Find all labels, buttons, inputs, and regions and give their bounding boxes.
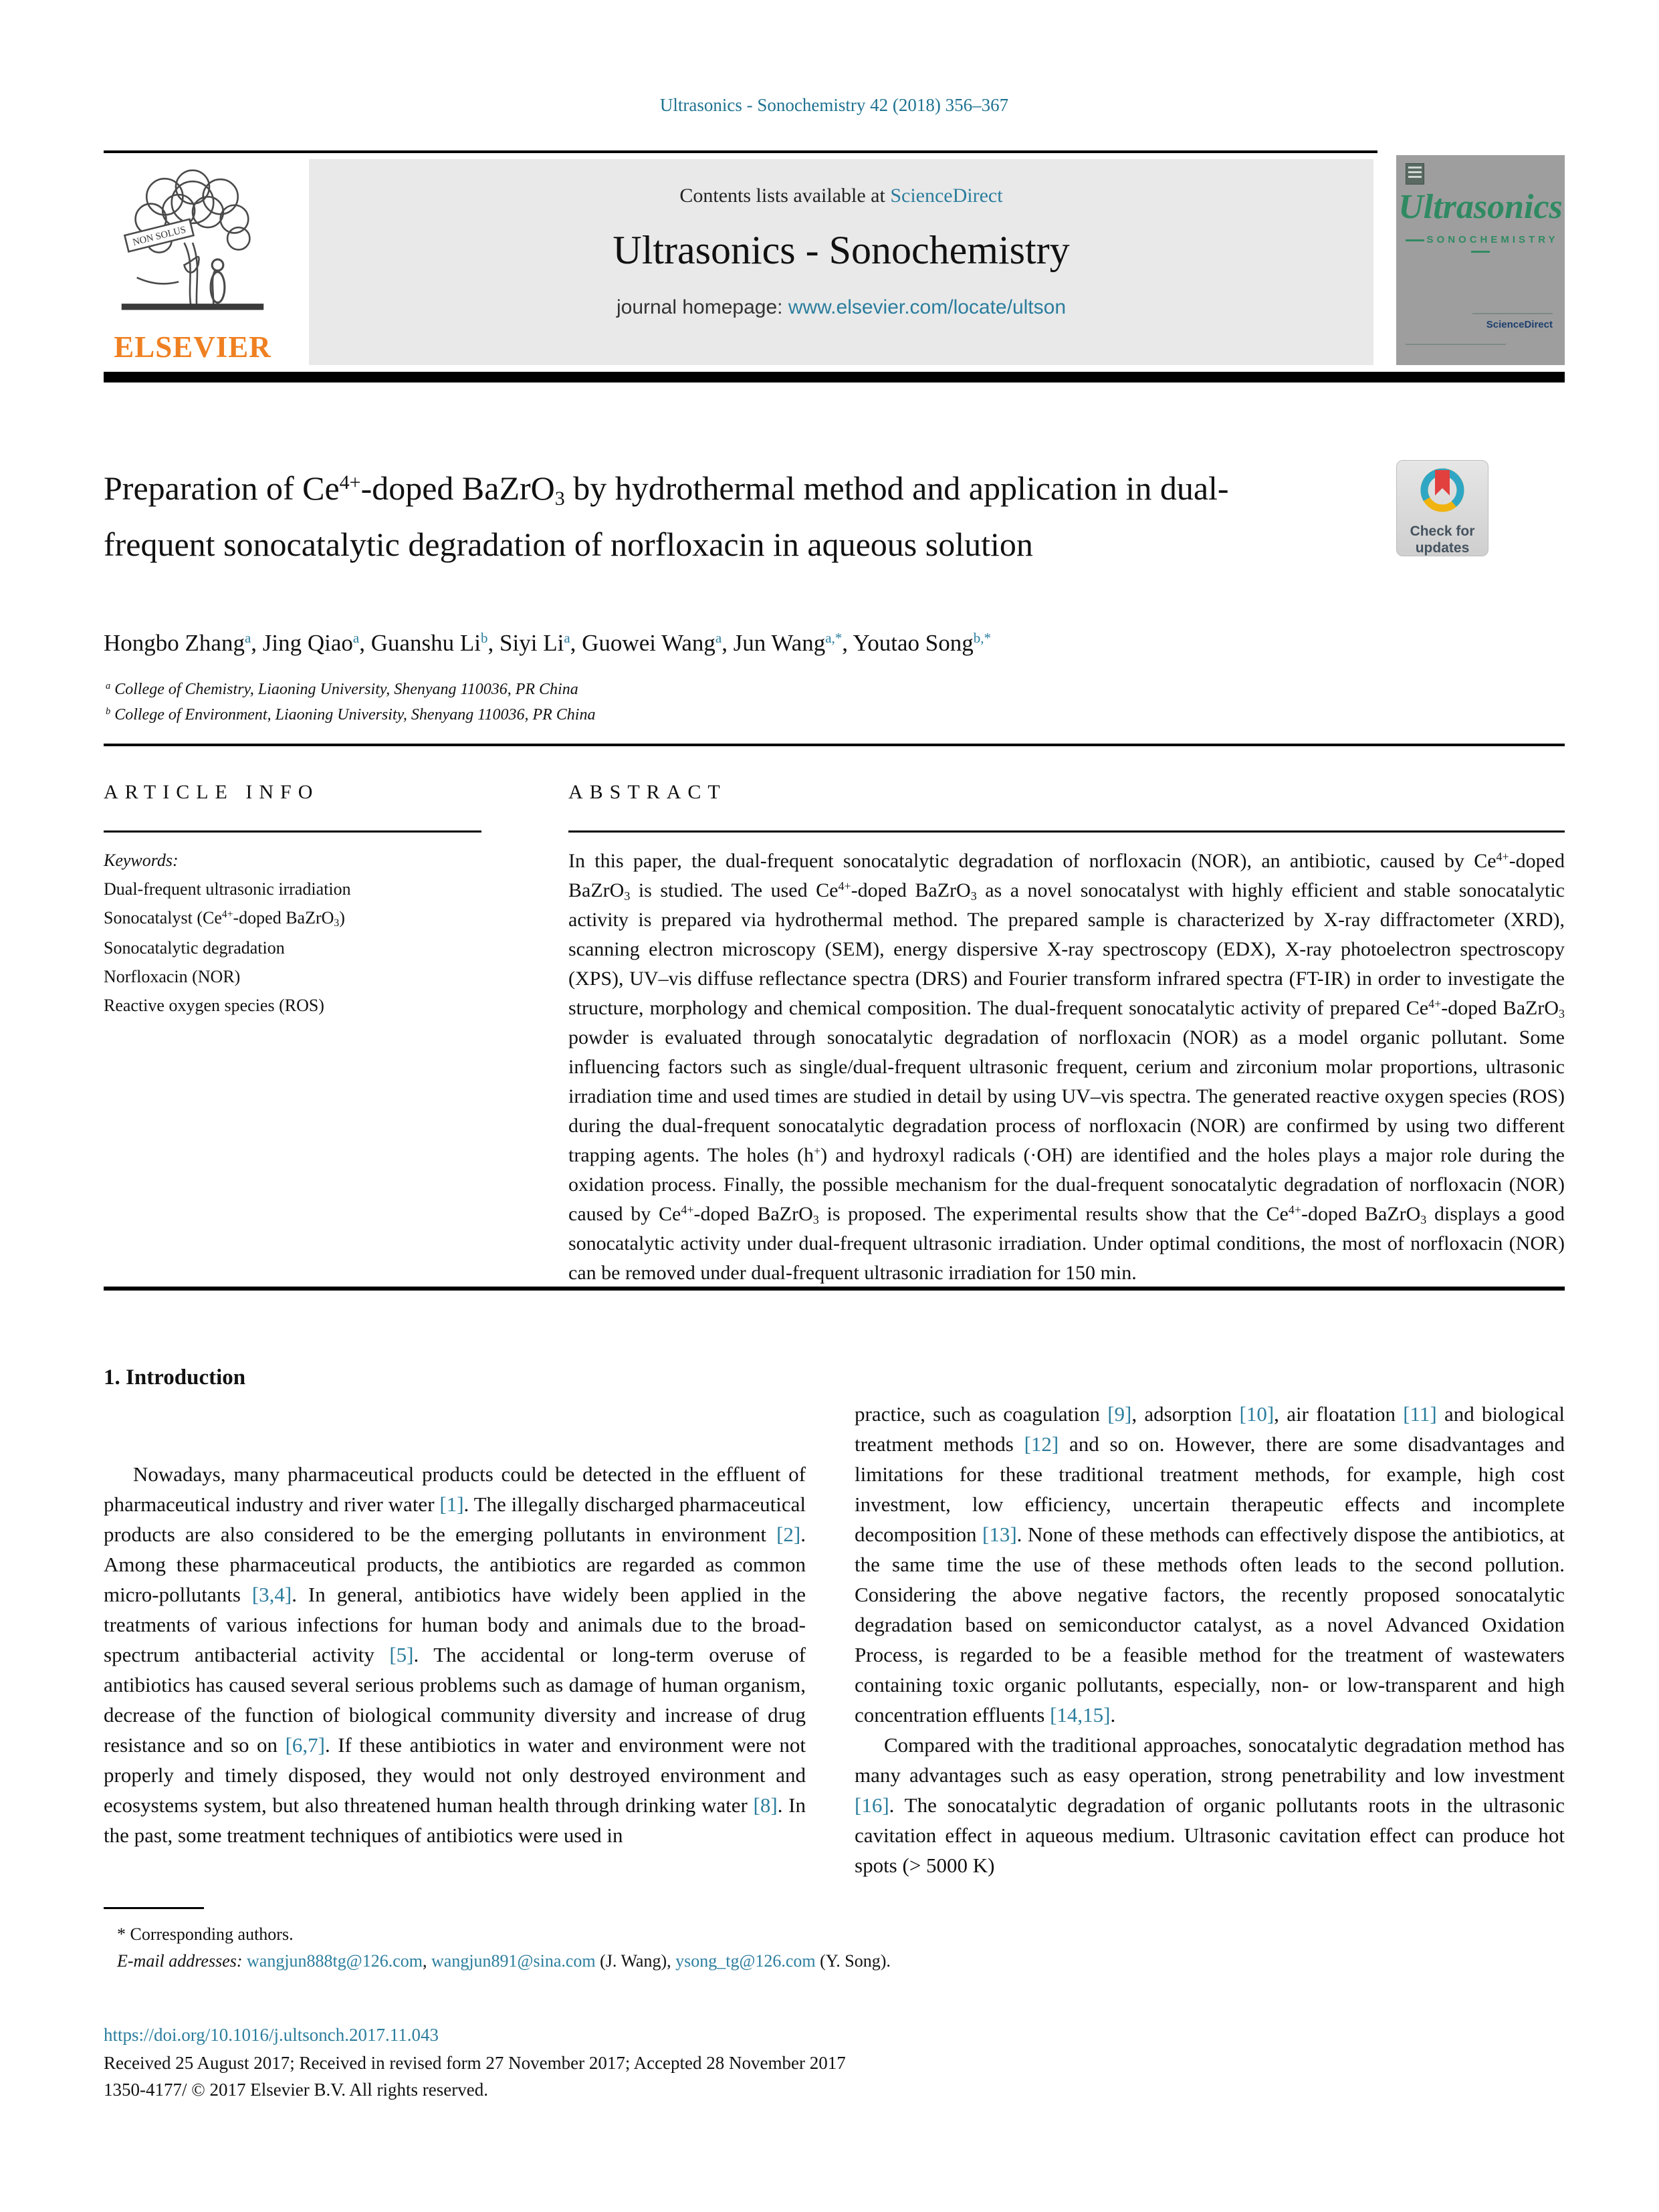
text-segment: and so on. However, there are some disadvantages and limitations for these traditional treatment methods, for example, high cost investment, low efficiency, uncertain therapeutic effects and incomplete decomposition (855, 1432, 1565, 1546)
text-segment: a (106, 681, 111, 692)
text-segment: 3 (334, 917, 340, 929)
text-segment: Sonocatalyst (Ce (104, 908, 222, 927)
text-segment: . The accidental or long-term overuse of antibiotics has caused several serious problems such as damage of human organism, decrease of the function of biological community diversity and increase of drug resistance and so on (104, 1643, 806, 1757)
text-segment: , Youtao Song (842, 630, 974, 656)
text-segment: 4+ (339, 471, 361, 493)
text-segment: -doped BaZrO (360, 469, 555, 507)
text-segment: , Jing Qiao (251, 630, 353, 656)
text-segment[interactable]: a (564, 630, 570, 647)
cover-decoration-line (1406, 344, 1506, 345)
text-segment: -doped BaZrO (693, 1203, 813, 1225)
cover-dash-right (1471, 251, 1490, 253)
text-segment: + (813, 1144, 821, 1158)
text-segment: 4+ (838, 879, 851, 893)
citation-ref[interactable]: [3,4] (251, 1583, 292, 1606)
text-segment: * Corresponding authors. (117, 1924, 294, 1944)
article-info-heading: ARTICLE INFO (104, 781, 320, 803)
text-segment: . The illegally discharged pharmaceutical products are also considered to be the emerging pollutants in environment (104, 1492, 806, 1546)
footnote-rule (104, 1907, 204, 1909)
text-segment: , Jun Wang (722, 630, 826, 656)
sciencedirect-link[interactable]: ScienceDirect (890, 185, 1003, 207)
text-segment: Dual-frequent ultrasonic irradiation (104, 879, 351, 899)
text-segment: (Y. Song). (815, 1951, 891, 1971)
text-segment: 3 (554, 487, 565, 510)
abstract-heading: ABSTRACT (568, 781, 727, 803)
text-segment: 4+ (681, 1203, 694, 1217)
text-segment: -doped BaZrO (851, 879, 971, 901)
email-link-wangjun891[interactable]: wangjun891@sina.com (431, 1951, 596, 1971)
text-segment: College of Chemistry, Liaoning University, Shenyang 110036, PR China (110, 681, 578, 698)
affiliation-a (106, 681, 1510, 699)
journal-cover-thumbnail[interactable] (1396, 155, 1565, 365)
check-for-updates-label: Check for updates (1410, 524, 1475, 556)
cover-publisher-logo (1406, 163, 1424, 185)
text-segment: In this paper, the dual-frequent sonocatalytic degradation of norfloxacin (NOR), an antibiotic, caused by Ce (568, 850, 1497, 872)
header-top-rule (104, 150, 1377, 153)
elsevier-tree-icon (109, 224, 276, 328)
doi-link[interactable]: https://doi.org/10.1016/j.ultsonch.2017.11.043 (104, 2025, 439, 2045)
text-segment: , adsorption (1131, 1402, 1240, 1426)
text-segment: Contents lists available at (679, 185, 891, 207)
text-segment[interactable]: a,* (825, 630, 843, 647)
email-link-wangjun888tg[interactable]: wangjun888tg@126.com (247, 1951, 423, 1971)
text-segment[interactable]: a (244, 630, 251, 647)
citation-ref[interactable]: [1] (439, 1492, 464, 1516)
text-segment: ) (339, 908, 345, 927)
citation-ref[interactable]: [2] (776, 1523, 801, 1546)
text-segment: Preparation of Ce (104, 469, 340, 507)
text-segment: is studied. The used Ce (630, 879, 839, 901)
text-segment: 3 (624, 889, 631, 903)
text-segment: 4+ (221, 909, 233, 921)
text-segment[interactable]: a (352, 630, 360, 647)
text-segment: Norfloxacin (NOR) (104, 967, 241, 986)
text-segment: 3 (1420, 1212, 1427, 1226)
check-for-updates-icon (1409, 511, 1476, 522)
text-segment: , air floatation (1274, 1402, 1404, 1426)
elsevier-wordmark: ELSEVIER (114, 330, 271, 364)
text-segment: -doped BaZrO (568, 850, 1565, 901)
text-segment: E-mail addresses: (117, 1951, 247, 1971)
text-segment: . The sonocatalytic degradation of organic pollutants roots in the ultrasonic cavitation effect in aqueous medium. Ultrasonic cavitation effect can produce hot spots (> 5000 K) (855, 1793, 1565, 1877)
text-segment: Hongbo Zhang (104, 630, 245, 656)
text-segment: 3 (812, 1212, 819, 1226)
keyword-item (104, 967, 240, 987)
cover-title: Ultrasonics (1398, 188, 1563, 226)
intro-paragraph (855, 1730, 1565, 1880)
text-segment: . If these antibiotics in water and environment were not properly and timely disposed, they would not only destroyed environment and ecosystems system, but also threatened human health through drinking water (104, 1733, 806, 1817)
running-head-citation: Ultrasonics - Sonochemistry 42 (2018) 356–367 (659, 95, 1009, 115)
text-segment: -doped BaZrO (1441, 997, 1559, 1019)
text-segment: . In general, antibiotics have widely been applied in the treatments of various infections for human body and animals due to the broad-spectrum antibacterial activity (104, 1583, 806, 1666)
citation-ref[interactable]: [13] (982, 1523, 1017, 1546)
text-segment: 3 (970, 889, 977, 903)
text-segment: , Guanshu Li (359, 630, 481, 656)
citation-ref[interactable]: [6,7] (285, 1733, 325, 1757)
keyword-item (104, 996, 324, 1016)
text-segment[interactable]: a (715, 630, 722, 647)
header-bottom-bar (104, 372, 1565, 382)
keyword-item (104, 879, 351, 899)
text-segment: . Among these pharmaceutical products, the antibiotics are regarded as common micro-pollutants (104, 1523, 806, 1606)
abstract-bottom-bar (104, 1287, 1565, 1291)
text-segment: powder is evaluated through sonocatalytic degradation of norfloxacin (NOR) as a model organic pollutant. Some influencing factors such as single/dual-frequent ultrasonic frequent, cerium and zirconium molar proportions, ultrasonic irradiation time and used times are studied in detail by using UV–vis spectra. The generated reactive oxygen species (ROS) during the dual-frequent sonocatalytic degradation process of norfloxacin (NOR) are confirmed by using two different trapping agents. The holes (h (568, 1026, 1565, 1166)
cover-subtitle: SONOCHEMISTRY (1396, 234, 1565, 257)
text-segment: 4+ (1288, 1203, 1301, 1217)
text-segment: by hydrothermal method and application in dual-frequent sonocatalytic degradation of norfloxacin in aqueous solution (104, 469, 1229, 563)
citation-ref[interactable]: [14,15] (1050, 1703, 1111, 1727)
introduction-heading: 1. Introduction (104, 1365, 246, 1390)
text-segment: as a novel sonocatalyst with highly efficient and stable sonocatalytic activity is prepared via hydrothermal method. The prepared sample is characterized by X-ray diffractometer (XRD), scanning electron microscopy (SEM), energy dispersive X-ray spectroscopy (EDX), X-ray photoelectron spectroscopy (XPS), UV–vis diffuse reflectance spectra (DRS) and Fourier transform infrared spectra (FT-IR) in order to investigate the structure, morphology and chemical composition. The dual-frequent sonocatalytic activity of prepared Ce (568, 879, 1565, 1019)
text-segment: College of Environment, Liaoning University, Shenyang 110036, PR China (110, 706, 596, 724)
citation-ref[interactable]: [11] (1403, 1402, 1437, 1426)
text-segment: journal homepage: (616, 296, 788, 318)
cover-dash-left (1406, 239, 1424, 241)
citation-ref[interactable]: [8] (753, 1793, 778, 1817)
cover-sciencedirect-label: ScienceDirect (1486, 319, 1553, 330)
text-segment: (J. Wang), (595, 1951, 676, 1971)
homepage-link[interactable]: www.elsevier.com/locate/ultson (788, 296, 1067, 318)
check-for-updates-badge[interactable] (1396, 460, 1488, 556)
text-segment: -doped BaZrO (233, 908, 334, 927)
text-segment: Reactive oxygen species (ROS) (104, 996, 324, 1015)
section-divider-rule (104, 744, 1565, 746)
text-segment: Nowadays, many pharmaceutical products could be detected in the effluent of pharmaceutical industry and river water (104, 1462, 806, 1516)
author-list (104, 630, 1508, 657)
abstract-rule (568, 831, 1565, 833)
journal-header-box (309, 159, 1373, 365)
intro-paragraph (855, 1399, 1565, 1730)
article-info-rule (104, 831, 481, 833)
citation-ref[interactable]: [5] (389, 1643, 414, 1666)
citation-ref[interactable]: [12] (1024, 1432, 1059, 1456)
text-segment: Sonocatalytic degradation (104, 938, 285, 958)
keywords-label: Keywords: (104, 851, 179, 870)
text-segment: practice, such as coagulation (855, 1402, 1108, 1426)
abstract-text (568, 847, 1565, 1288)
text-segment: , Guowei Wang (570, 630, 715, 656)
text-segment: 4+ (1496, 850, 1509, 864)
text-segment: . In the past, some treatment techniques of antibiotics were used in (104, 1793, 806, 1847)
cover-decoration-line (1472, 313, 1553, 314)
citation-ref[interactable]: [16] (855, 1793, 889, 1817)
elsevier-logo[interactable] (106, 160, 280, 364)
corresponding-authors-note (117, 1924, 294, 1945)
email-link-ysong-tg[interactable]: ysong_tg@126.com (675, 1951, 816, 1971)
email-addresses-note (117, 1951, 891, 1971)
intro-paragraph (104, 1459, 806, 1850)
text-segment: is proposed. The experimental results show that the Ce (818, 1203, 1289, 1225)
article-title (104, 460, 1327, 572)
copyright-line: 1350-4177/ © 2017 Elsevier B.V. All rights reserved. (104, 2080, 488, 2100)
text-segment: , (423, 1951, 431, 1971)
text-segment: . (1110, 1703, 1116, 1727)
journal-homepage-line (309, 296, 1373, 319)
text-segment: 4+ (1428, 997, 1442, 1011)
text-segment[interactable]: b,* (973, 630, 991, 647)
keyword-item (104, 908, 345, 928)
introduction-left-column (104, 1459, 806, 1850)
journal-title: Ultrasonics - Sonochemistry (613, 228, 1070, 272)
received-dates: Received 25 August 2017; Received in revised form 27 November 2017; Accepted 28 November 2017 (104, 2053, 846, 2073)
introduction-right-column (855, 1399, 1565, 1880)
contents-line (309, 185, 1373, 207)
affiliation-b (106, 706, 1510, 724)
keyword-item (104, 938, 285, 958)
non-solus-banner: NON SOLUS (131, 224, 187, 248)
text-segment: 3 (1559, 1006, 1565, 1020)
text-segment[interactable]: b (481, 630, 488, 647)
text-segment: . None of these methods can effectively dispose the antibiotics, at the same time the use of these methods often leads to the second pollution. Considering the above negative factors, the recently proposed sonocatalytic degradation based on semiconductor catalyst, as a novel Advanced Oxidation Process, is regarded to be a feasible method for the treatment of wastewaters containing toxic organic pollutants, especially, non- or low-transparent and high concentration effluents (855, 1523, 1565, 1727)
text-segment: displays a good sonocatalytic activity under dual-frequent ultrasonic irradiation. Under optimal conditions, the most of norfloxacin (NOR) can be removed under dual-frequent ultrasonic irradiation for 150 min. (568, 1203, 1565, 1284)
text-segment: and biological treatment methods (855, 1402, 1565, 1456)
text-segment: b (106, 706, 111, 717)
text-segment: -doped BaZrO (1301, 1203, 1421, 1225)
text-segment: , Siyi Li (487, 630, 564, 656)
text-segment: ) and hydroxyl radicals (·OH) are identified and the holes plays a major role during the oxidation process. Finally, the possible mechanism for the dual-frequent sonocatalytic degradation of norfloxacin (NOR) caused by Ce (568, 1144, 1565, 1225)
citation-ref[interactable]: [10] (1239, 1402, 1275, 1426)
citation-ref[interactable]: [9] (1107, 1402, 1132, 1426)
text-segment: Compared with the traditional approaches, sonocatalytic degradation method has many advantages such as easy operation, strong penetrability and low investment (855, 1733, 1565, 1787)
